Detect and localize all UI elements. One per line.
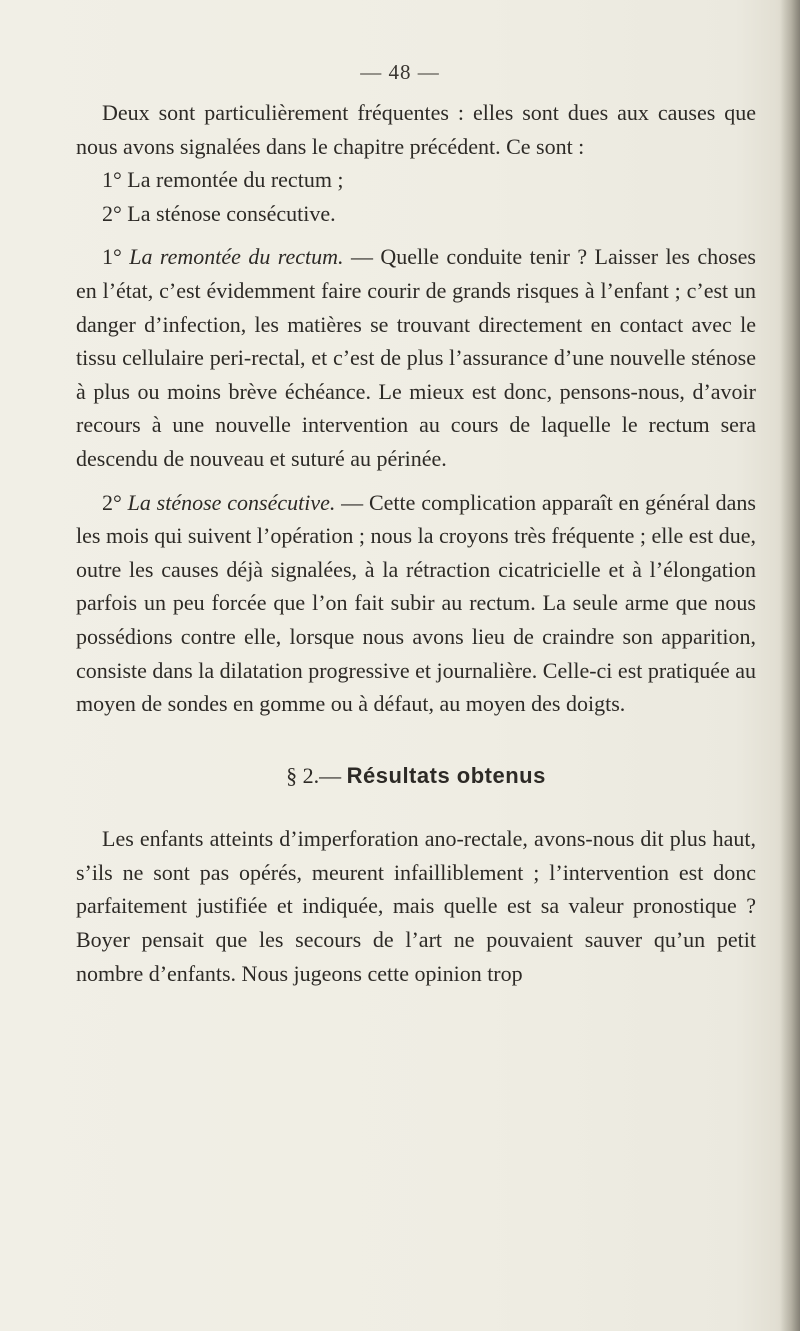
section-number: § 2.— bbox=[286, 762, 347, 788]
paragraph-resultats: Les enfants atteints d’imperforation ano-rectale, avons-nous dit plus haut, s’ils ne sont pas opérés, meurent infailliblement ; l’intervention est donc parfaitement justifiée et indiquée, mais quelle est sa valeur pronostique ? Boyer pensait que les secours de l’art ne pouvaient sauver qu’un petit nombre d’enfants. Nous jugeons cette opinion trop bbox=[76, 826, 756, 986]
list-item-remontee: 1° La remontée du rectum ; bbox=[102, 167, 344, 193]
paragraph-remontee bbox=[76, 240, 756, 475]
paragraph-remontee-lead: 1° bbox=[102, 244, 130, 270]
list-item-stenose: 2° La sténose consécutive. bbox=[102, 200, 336, 226]
section-heading bbox=[76, 759, 756, 793]
paragraph-stenose-title: La sténose consécutive. bbox=[127, 489, 336, 515]
body-text bbox=[76, 96, 756, 990]
paragraph-remontee-text: — Quelle conduite tenir ? Laisser les choses en l’état, c’est évidemment faire courir de grands risques à l’enfant ; c’est un danger d’infection, les matières se trouvant directement en contact avec le tissu cellulaire peri-rectal, et c’est de plus l’assurance d’une nouvelle sténose à plus ou moins brève échéance. Le mieux est donc, pensons-nous, d’avoir recours à une nouvelle intervention au cours de laquelle le rectum sera descendu de nouveau et suturé au périnée. bbox=[76, 244, 756, 471]
paragraph-stenose-lead: 2° bbox=[102, 489, 128, 515]
paragraph-remontee-title: La remontée du rectum. bbox=[129, 244, 344, 270]
page-number: — 48 — bbox=[360, 60, 440, 84]
paragraph-intro: Deux sont particulièrement fréquentes : elles sont dues aux causes que nous avons signalées dans le chapitre précédent. Ce sont : bbox=[76, 100, 756, 159]
paragraph-stenose-text: — Cette complication apparaît en général dans les mois qui suivent l’opération ; nous la croyons très fréquente ; elle est due, outre les causes déjà signalées, à la rétraction cicatricielle et à l’élongation parfois un peu forcée que l’on fait subir au rectum. La seule arme que nous possédions contre elle, lorsque nous avons lieu de craindre son apparition, consiste dans la dilatation progressive et journalière. Celle-ci est pratiquée au moyen de sondes en gomme ou à défaut, au moyen des doigts. bbox=[76, 489, 757, 717]
section-title: Résultats obtenus bbox=[346, 762, 546, 788]
page-edge-shadow bbox=[780, 0, 800, 1331]
paragraph-stenose bbox=[76, 486, 756, 721]
